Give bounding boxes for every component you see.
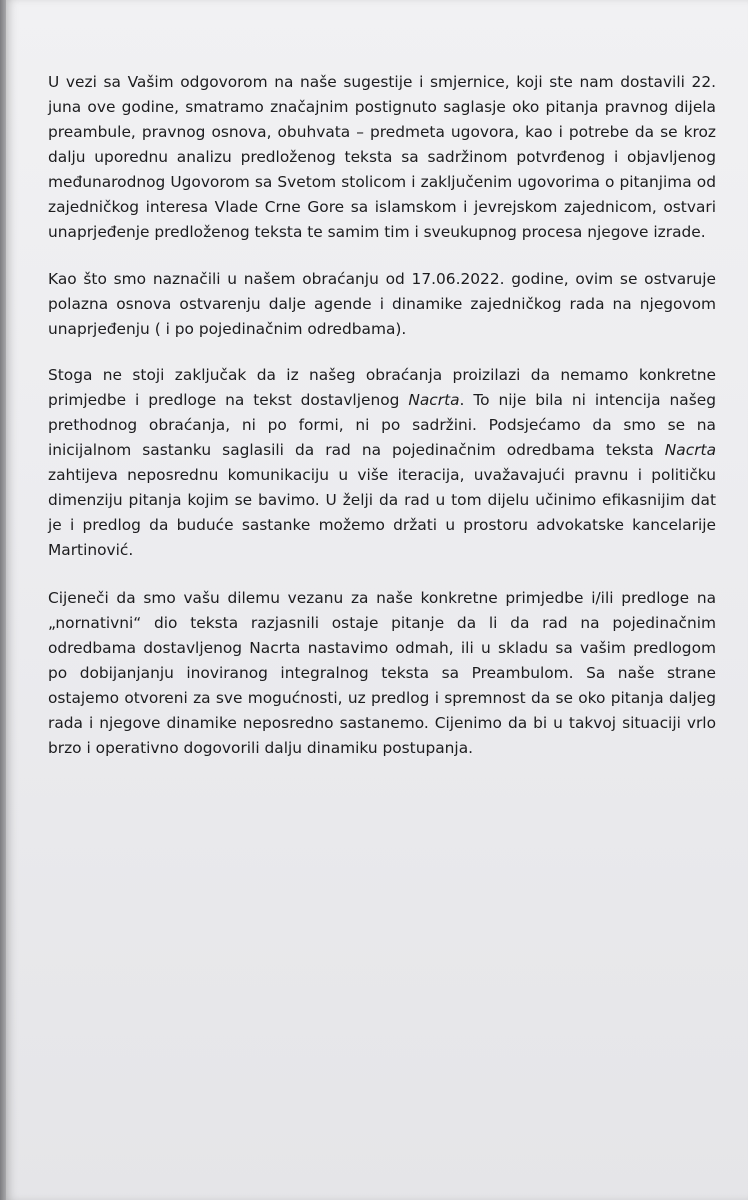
letter-body	[48, 70, 716, 783]
paragraph-3-text-c: zahtijeva neposrednu komunikaciju u više iteracija, uvažavajući pravnu i političku dimenziju pitanja kojim se bavimo. U želji da rad u tom dijelu učinimo efikasnijim dat je i predlog da buduće sastanke možemo držati u prostoru advokatske kancelarije Martinović.	[48, 466, 716, 559]
paragraph-3-text-b: . To nije bila ni intencija našeg prethodnog obraćanja, ni po formi, ni po sadržini. Podsjećamo da smo se na inicijalnom sastanku saglasili da rad na pojedinačnim odredbama teksta	[48, 391, 716, 459]
paragraph-3-text-a: Stoga ne stoji zaključak da iz našeg obraćanja proizilazi da nemamo konkretne primjedbe i predloge na tekst dostavljenog	[48, 366, 716, 409]
nacrta-italic-2: Nacrta	[664, 441, 716, 459]
paragraph-1: U vezi sa Vašim odgovorom na naše sugestije i smjernice, koji ste nam dostavili 22. juna ove godine, smatramo značajnim postignuto saglasje oko pitanja pravnog dijela preambule, pravnog osnova, obuhvata – predmeta ugovora, kao i potrebe da se kroz dalju uporednu analizu predloženog teksta sa sadržinom potvrđenog i objavljenog međunarodnog Ugovorom sa Svetom stolicom i zaključenim ugovorima o pitanjima od zajedničkog interesa Vlade Crne Gore sa islamskom i jevrejskom zajednicom, ostvari unaprjeđenje predloženog teksta te samim tim i sveukupnog procesa njegove izrade.	[48, 73, 716, 241]
paragraph-3	[48, 363, 716, 563]
paragraph-2: Kao što smo naznačili u našem obraćanju od 17.06.2022. godine, ovim se ostvaruje polazna osnova ostvarenju dalje agende i dinamike zajedničkog rada na njegovom unaprjeđenju ( i po pojedinačnim odredbama).	[48, 270, 716, 338]
document-page	[6, 0, 748, 1200]
paragraph-4: Cijeneči da smo vašu dilemu vezanu za naše konkretne primjedbe i/ili predloge na „nornativni“ dio teksta razjasnili ostaje pitanje da li da rad na pojedinačnim odredbama dostavljenog Nacrta nastavimo odmah, ili u skladu sa vašim predlogom po dobijanjanju inoviranog integralnog teksta sa Preambulom. Sa naše strane ostajemo otvoreni za sve mogućnosti, uz predlog i spremnost da se oko pitanja daljeg rada i njegove dinamike neposredno sastanemo. Cijenimo da bi u takvoj situaciji vrlo brzo i operativno dogovorili dalju dinamiku postupanja.	[48, 589, 716, 757]
nacrta-italic-1: Nacrta	[408, 391, 460, 409]
